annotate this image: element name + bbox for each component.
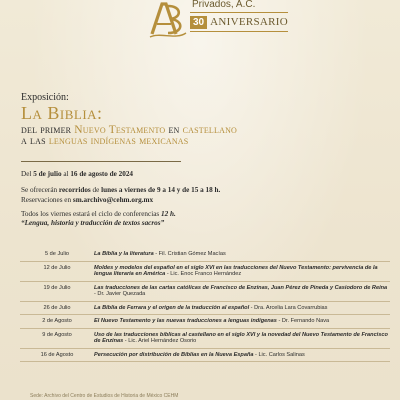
- schedule-date: 16 de Agosto: [40, 351, 74, 358]
- anniversary-badge: [190, 12, 288, 32]
- schedule-date: 19 de Julio: [43, 284, 71, 291]
- divider: [21, 161, 181, 162]
- exhibition-subtitle: [21, 125, 237, 147]
- conference-cycle-info: Todos los viernes estará el ciclo de conferencias 12 h.: [21, 210, 176, 218]
- schedule-row: [20, 282, 390, 302]
- subtitle-line-1: del primer Nuevo Testamento en castellano: [21, 124, 238, 136]
- schedule-description: El Nuevo Testamento y las nuevas traducciones a lenguas indígenas - Dr. Fernando Nava: [94, 318, 330, 324]
- anniversary-number: 30: [190, 16, 207, 29]
- tours-info: Se ofrecerán recorridos de lunes a viernes de 9 a 14 y de 15 a 18 h.: [21, 186, 221, 194]
- schedule-date: 9 de Agosto: [42, 331, 72, 338]
- schedule-date: 2 de Agosto: [42, 318, 72, 324]
- conference-cycle-title: “Lengua, historia y traducción de textos sacros”: [21, 219, 165, 227]
- exhibition-dates: Del 5 de julio al 16 de agosto de 2024: [21, 170, 134, 178]
- reservations-info: Reservaciones en sm.archivo@cehm.org.mx: [21, 196, 154, 204]
- schedule-description: Moldes y modelos del español en el siglo XVI en las traducciones del Nuevo Testamento: pervivencia de la lengua literaria en América - Lic. Enoc Franco Hernández: [94, 264, 378, 277]
- reservation-email[interactable]: sm.archivo@cehm.org.mx: [72, 196, 154, 204]
- schedule-row: [20, 329, 390, 349]
- schedule-description: Uso de las traducciones bíblicas al castellano en el siglo XVI y la novedad del Nuevo Testamento de Francisco de Enzinas - Lic. Ariel Hernández Osorio: [94, 331, 388, 344]
- ab-monogram-logo: [148, 0, 188, 40]
- anniversary-text: ANIVERSARIO: [210, 16, 288, 28]
- schedule-date: 12 de Julio: [43, 264, 71, 271]
- header: [0, 0, 400, 44]
- schedule-description: La Biblia de Ferrara y el origen de la traducción al español - Dra. Arcelia Lara Covarrubias: [94, 304, 328, 311]
- schedule-row: [20, 315, 390, 329]
- subtitle-line-2: a las lenguas indígenas mexicanas: [21, 135, 189, 147]
- schedule-row: [20, 302, 390, 316]
- org-name: Privados, A.C.: [192, 0, 256, 10]
- schedule-description: La Biblia y la literatura - Fil. Cristian Gómez Macías: [94, 251, 226, 257]
- footer-note: Sede: Archivo del Centro de Estudios de Historia de México CEHM: [30, 393, 179, 399]
- exhibition-title: La Biblia:: [21, 103, 103, 123]
- schedule-row: [20, 248, 390, 262]
- schedule-row: [20, 349, 390, 363]
- schedule-date: 5 de Julio: [45, 251, 69, 257]
- conference-schedule: [20, 248, 390, 362]
- schedule-date: 26 de Julio: [43, 304, 71, 311]
- schedule-description: Las traducciones de las cartas católicas de Francisco de Enzinas, Juan Pérez de Pineda y Casiodoro de Reina - Dr. Javier Quezada: [94, 284, 388, 297]
- schedule-row: [20, 262, 390, 282]
- exhibition-label: Exposición:: [21, 92, 69, 103]
- schedule-description: Persecución por distribución de Biblias en la Nueva España - Lic. Carlos Salinas: [94, 351, 305, 358]
